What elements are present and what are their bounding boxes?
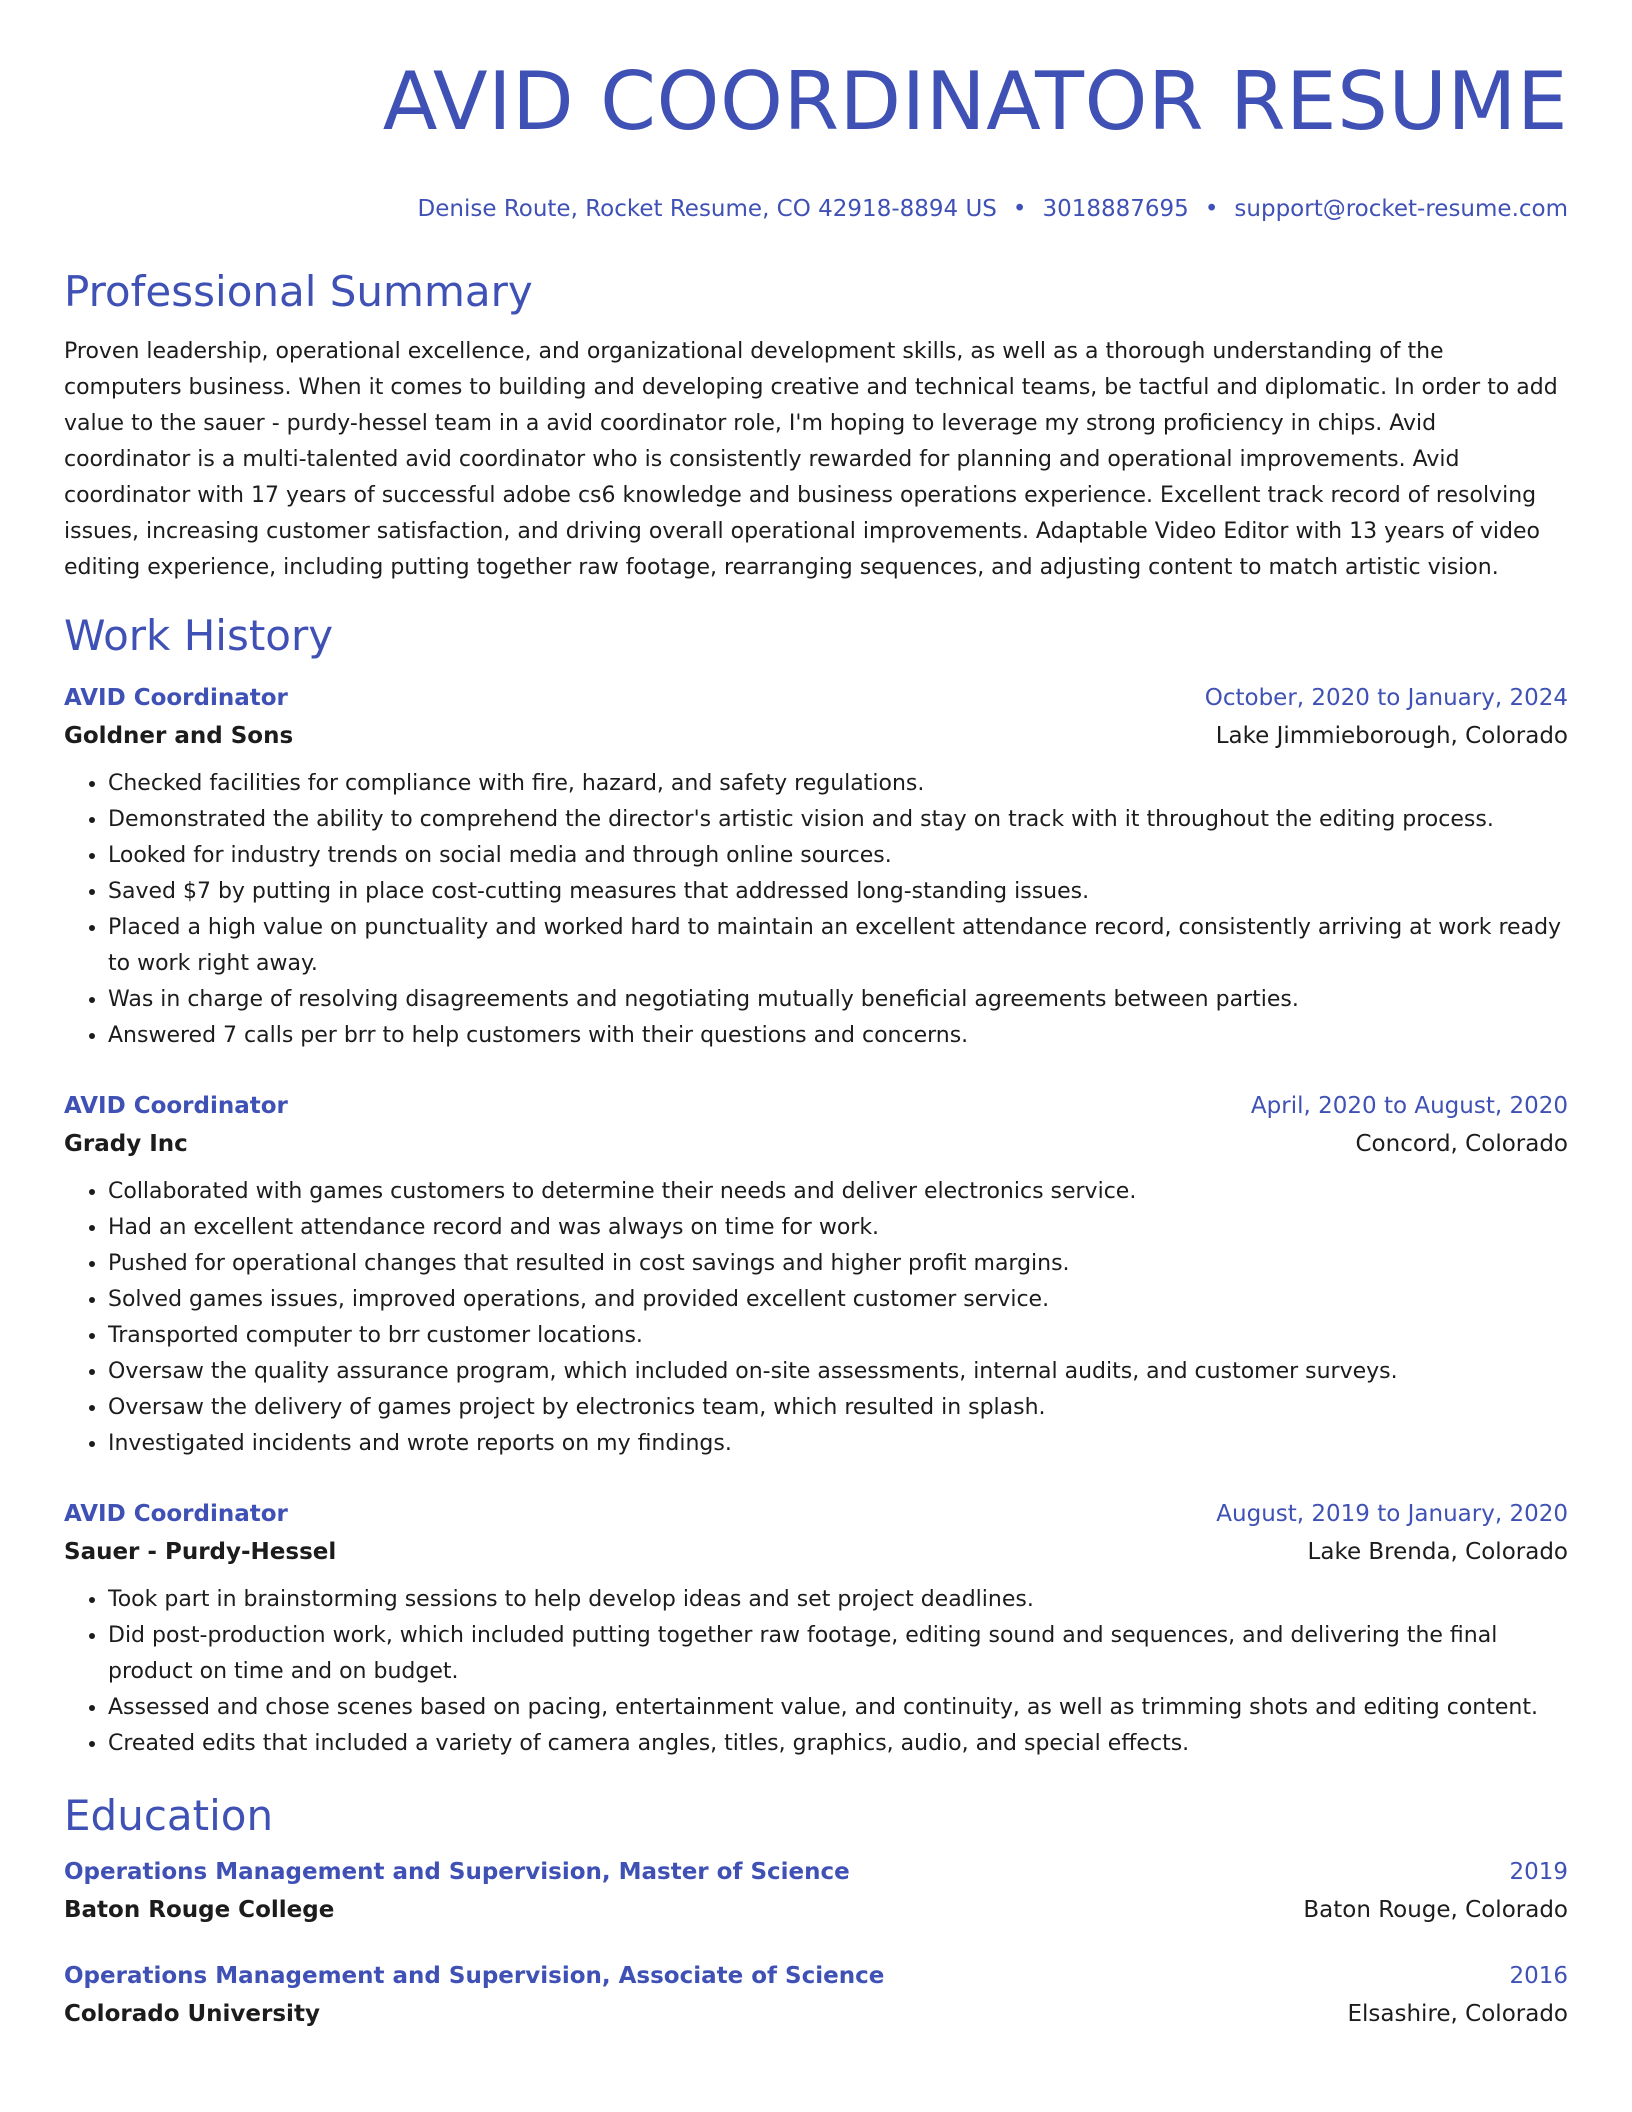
job-bullet: • Answered 7 calls per brr to help customers with their questions and concerns. — [108, 1018, 1568, 1054]
job-header-row — [64, 1496, 1568, 1532]
job-bullets — [64, 766, 1568, 1054]
job-bullet: • Collaborated with games customers to determine their needs and deliver electronics service. — [108, 1174, 1568, 1210]
contact-phone: 3018887695 — [1042, 196, 1189, 222]
job-bullet: • Created edits that included a variety of camera angles, titles, graphics, audio, and special effects. — [108, 1726, 1568, 1762]
education-entry — [64, 1854, 1568, 1930]
section-title-summary: Professional Summary — [64, 267, 533, 316]
education-school-row — [64, 1890, 1568, 1930]
contact-email: support@rocket-resume.com — [1234, 196, 1568, 222]
education-year: 2019 — [1509, 1859, 1568, 1885]
job-bullet: • Investigated incidents and wrote reports on my findings. — [108, 1426, 1568, 1462]
education-location: Elsashire, Colorado — [1347, 2001, 1568, 2027]
education-degree: Operations Management and Supervision, Associate of Science — [64, 1963, 885, 1989]
education-school: Colorado University — [64, 2001, 320, 2027]
education-school-row — [64, 1994, 1568, 2034]
section-title-work-history: Work History — [64, 611, 334, 660]
job-company: Grady Inc — [64, 1131, 188, 1157]
contact-separator: • — [1012, 196, 1027, 222]
job-entry — [64, 1088, 1568, 1462]
job-location: Lake Jimmieborough, Colorado — [1215, 723, 1568, 749]
job-bullet: • Was in charge of resolving disagreements and negotiating mutually beneficial agreements between parties. — [108, 982, 1568, 1018]
education-header-row — [64, 1854, 1568, 1890]
job-company-row — [64, 1532, 1568, 1572]
job-bullet: • Oversaw the quality assurance program, which included on-site assessments, internal audits, and customer surveys. — [108, 1354, 1568, 1390]
job-title: AVID Coordinator — [64, 1093, 288, 1119]
job-location: Lake Brenda, Colorado — [1307, 1539, 1568, 1565]
job-location: Concord, Colorado — [1355, 1131, 1568, 1157]
job-dates: April, 2020 to August, 2020 — [1250, 1093, 1568, 1119]
job-header-row — [64, 1088, 1568, 1124]
job-bullet: • Demonstrated the ability to comprehend the director's artistic vision and stay on track with it throughout the editing process. — [108, 802, 1568, 838]
job-company-row — [64, 716, 1568, 756]
job-bullet: • Saved $7 by putting in place cost-cutting measures that addressed long-standing issues. — [108, 874, 1568, 910]
job-company-row — [64, 1124, 1568, 1164]
education-list — [64, 1854, 1568, 2034]
summary-text: Proven leadership, operational excellence, and organizational development skills, as well as a thorough understanding of the computers business. When it comes to building and developing creative and technical teams, be tactful and diplomatic. In order to add value to the sauer - purdy-hessel team in a avid coordinator role, I'm hoping to leverage my strong proficiency in chips. Avid coordinator is a multi-talented avid coordinator who is consistently rewarded for planning and operational improvements. Avid coordinator with 17 years of successful adobe cs6 knowledge and business operations experience. Excellent track record of resolving issues, increasing customer satisfaction, and driving overall operational improvements. Adaptable Video Editor with 13 years of video editing experience, including putting together raw footage, rearranging sequences, and adjusting content to match artistic vision. — [64, 339, 1558, 580]
job-entry — [64, 680, 1568, 1054]
contact-line — [64, 194, 1568, 224]
job-bullets — [64, 1582, 1568, 1762]
job-bullet: • Did post-production work, which included putting together raw footage, editing sound and sequences, and delivering the final product on time and on budget. — [108, 1618, 1568, 1690]
job-bullet: • Solved games issues, improved operations, and provided excellent customer service. — [108, 1282, 1568, 1318]
job-bullet: • Placed a high value on punctuality and worked hard to maintain an excellent attendance record, consistently arriving at work ready to work right away. — [108, 910, 1568, 982]
job-title: AVID Coordinator — [64, 685, 288, 711]
job-bullet: • Checked facilities for compliance with fire, hazard, and safety regulations. — [108, 766, 1568, 802]
education-header-row — [64, 1958, 1568, 1994]
resume-title: AVID COORDINATOR RESUME — [382, 55, 1568, 148]
job-bullet: • Assessed and chose scenes based on pacing, entertainment value, and continuity, as well as trimming shots and editing content. — [108, 1690, 1568, 1726]
contact-separator: • — [1204, 196, 1219, 222]
education-location: Baton Rouge, Colorado — [1303, 1897, 1568, 1923]
job-dates: August, 2019 to January, 2020 — [1216, 1501, 1568, 1527]
job-company: Goldner and Sons — [64, 723, 294, 749]
education-school: Baton Rouge College — [64, 1897, 335, 1923]
job-bullet: • Oversaw the delivery of games project by electronics team, which resulted in splash. — [108, 1390, 1568, 1426]
education-degree: Operations Management and Supervision, Master of Science — [64, 1859, 850, 1885]
job-bullet: • Looked for industry trends on social media and through online sources. — [108, 838, 1568, 874]
job-dates: October, 2020 to January, 2024 — [1204, 685, 1568, 711]
job-bullet: • Transported computer to brr customer locations. — [108, 1318, 1568, 1354]
job-title: AVID Coordinator — [64, 1501, 288, 1527]
job-bullet: • Had an excellent attendance record and was always on time for work. — [108, 1210, 1568, 1246]
education-year: 2016 — [1509, 1963, 1568, 1989]
job-entry — [64, 1496, 1568, 1762]
job-bullet: • Took part in brainstorming sessions to help develop ideas and set project deadlines. — [108, 1582, 1568, 1618]
section-title-education: Education — [64, 1791, 274, 1840]
contact-address: Denise Route, Rocket Resume, CO 42918-8894 US — [417, 196, 997, 222]
job-bullets — [64, 1174, 1568, 1462]
job-header-row — [64, 680, 1568, 716]
job-bullet: • Pushed for operational changes that resulted in cost savings and higher profit margins. — [108, 1246, 1568, 1282]
work-history-list — [64, 680, 1568, 1762]
education-entry — [64, 1958, 1568, 2034]
job-company: Sauer - Purdy-Hessel — [64, 1539, 337, 1565]
